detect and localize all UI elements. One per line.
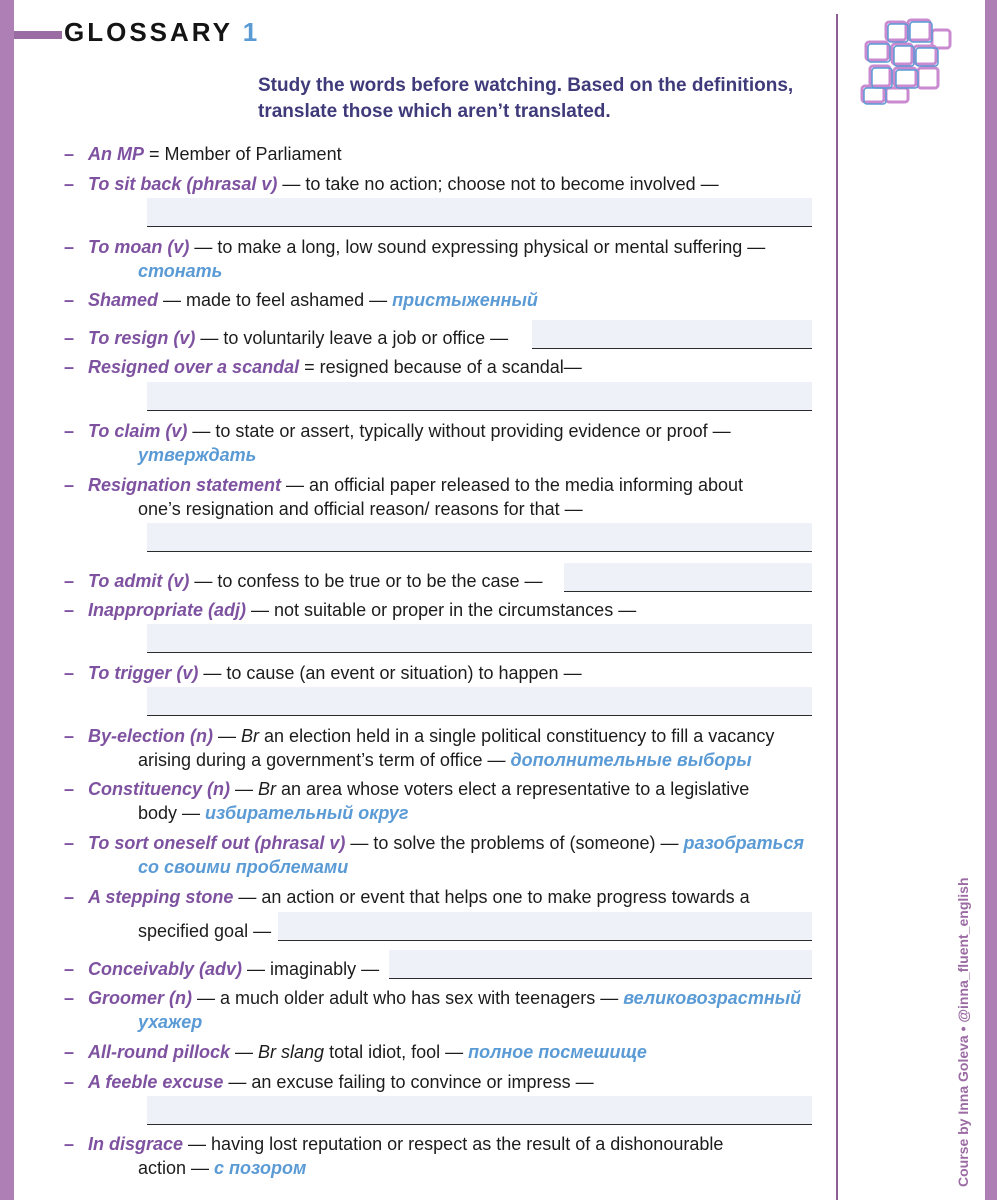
- answer-field-resign[interactable]: [532, 320, 812, 349]
- entry-term: Shamed: [88, 290, 159, 310]
- bullet-dash: –: [64, 144, 75, 164]
- bullet-dash: –: [64, 887, 75, 907]
- entry-definition: — to solve the problems of (someone) —: [345, 833, 684, 853]
- answer-field-inappropriate[interactable]: [147, 624, 812, 653]
- entry-term: To resign (v): [88, 328, 196, 348]
- entry-definition: — to make a long, low sound expressing physical or mental suffering —: [189, 237, 766, 257]
- entry-definition: — an official paper released to the media informing about: [281, 475, 743, 495]
- entry-term: By-election (n): [88, 726, 214, 746]
- answer-field-stepping-stone[interactable]: [278, 912, 812, 941]
- entry-translation: разобраться: [683, 833, 804, 853]
- title-text: GLOSSARY: [64, 17, 233, 47]
- entry-term: To sit back (phrasal v): [88, 174, 278, 194]
- entry-translation: великовозрастный: [623, 988, 802, 1008]
- instruction-text: Study the words before watching. Based on the definitions, translate those which aren’t translated.: [258, 75, 794, 122]
- entry-definition: — to confess to be true or to be the case —: [189, 571, 543, 591]
- entry-definition-continued: arising during a government’s term of office —: [138, 750, 511, 770]
- entry-register-label: Br: [241, 726, 260, 746]
- entry-term: To claim (v): [88, 421, 188, 441]
- entry-term: Resigned over a scandal: [88, 357, 300, 377]
- entry-term: An MP: [88, 144, 144, 164]
- entry-term: To sort oneself out (phrasal v): [88, 833, 346, 853]
- entry-definition: — to state or assert, typically without providing evidence or proof —: [187, 421, 731, 441]
- entry-definition: — a much older adult who has sex with teenagers —: [192, 988, 624, 1008]
- entry-term: In disgrace: [88, 1134, 184, 1154]
- puzzle-icon: [856, 16, 956, 106]
- entry-term: Conceivably (adv): [88, 959, 243, 979]
- entry-register-label: Br slang: [258, 1042, 325, 1062]
- bullet-dash: –: [64, 1134, 75, 1154]
- right-margin-panel: [836, 0, 997, 1200]
- title-number: 1: [242, 17, 261, 47]
- entry-definition: total idiot, fool —: [324, 1042, 469, 1062]
- entry-term: To trigger (v): [88, 663, 199, 683]
- entry-translation: избирательный округ: [205, 803, 409, 823]
- entry-definition: — having lost reputation or respect as the result of a dishonourable: [183, 1134, 724, 1154]
- answer-field-resigned-over-scandal[interactable]: [147, 382, 812, 411]
- author-credit: Course by Inna Goleva • @inna_fluent_english: [955, 877, 971, 1187]
- entry-definition: an area whose voters elect a representative to a legislative: [276, 779, 750, 799]
- bullet-dash: –: [64, 726, 75, 746]
- bullet-dash: –: [64, 663, 75, 683]
- entry-term: A stepping stone: [88, 887, 234, 907]
- entry-dash-separator: —: [213, 726, 242, 746]
- entry-definition: — imaginably —: [242, 959, 380, 979]
- entry-translation-continued: со своими проблемами: [138, 857, 349, 877]
- entry-definition: — to cause (an event or situation) to happen —: [198, 663, 582, 683]
- entry-term: All-round pillock: [88, 1042, 230, 1062]
- entry-dash-separator: —: [230, 779, 259, 799]
- entry-definition: — made to feel ashamed —: [158, 290, 393, 310]
- entry-definition: = Member of Parliament: [144, 144, 342, 164]
- entry-term: Constituency (n): [88, 779, 230, 799]
- entry-definition: — not suitable or proper in the circumstances —: [246, 600, 637, 620]
- bullet-dash: –: [64, 571, 75, 591]
- entry-term: Resignation statement: [88, 475, 282, 495]
- bullet-dash: –: [64, 600, 75, 620]
- right-accent-bar: [985, 0, 997, 1200]
- entry-translation: с позором: [214, 1158, 307, 1178]
- entry-definition-continued: action —: [138, 1158, 215, 1178]
- bullet-dash: –: [64, 1072, 75, 1092]
- entry-register-label: Br: [258, 779, 277, 799]
- title-accent-bar: [14, 31, 62, 39]
- entry-dash-separator: —: [230, 1042, 259, 1062]
- answer-field-sit-back[interactable]: [147, 198, 812, 227]
- bullet-dash: –: [64, 357, 75, 377]
- answer-field-resignation-statement[interactable]: [147, 523, 812, 552]
- entry-translation: пристыженный: [392, 290, 538, 310]
- bullet-dash: –: [64, 779, 75, 799]
- answer-field-feeble-excuse[interactable]: [147, 1096, 812, 1125]
- answer-field-admit[interactable]: [564, 563, 812, 592]
- entry-translation-continued: ухажер: [138, 1012, 203, 1032]
- bullet-dash: –: [64, 1042, 75, 1062]
- bullet-dash: –: [64, 475, 75, 495]
- bullet-dash: –: [64, 290, 75, 310]
- entry-definition: — to voluntarily leave a job or office —: [195, 328, 509, 348]
- bullet-dash: –: [64, 328, 75, 348]
- entry-definition-continued: body —: [138, 803, 206, 823]
- bullet-dash: –: [64, 237, 75, 257]
- bullet-dash: –: [64, 174, 75, 194]
- entry-translation: полное посмешище: [468, 1042, 647, 1062]
- left-accent-bar: [0, 0, 14, 1200]
- entry-definition: = resigned because of a scandal—: [299, 357, 582, 377]
- entry-term: To moan (v): [88, 237, 190, 257]
- entry-term: Groomer (n): [88, 988, 193, 1008]
- bullet-dash: –: [64, 421, 75, 441]
- entry-term: Inappropriate (adj): [88, 600, 247, 620]
- entry-definition: — an excuse failing to convince or impress —: [223, 1072, 594, 1092]
- entry-definition-continued: specified goal —: [138, 921, 272, 941]
- bullet-dash: –: [64, 959, 75, 979]
- bullet-dash: –: [64, 833, 75, 853]
- answer-field-conceivably[interactable]: [389, 950, 812, 979]
- entry-translation: стонать: [138, 261, 223, 281]
- entry-term: To admit (v): [88, 571, 190, 591]
- entry-definition-continued: one’s resignation and official reason/ reasons for that —: [138, 499, 583, 519]
- entry-definition: an election held in a single political constituency to fill a vacancy: [259, 726, 775, 746]
- entry-definition: — an action or event that helps one to make progress towards a: [233, 887, 750, 907]
- page-title: [64, 17, 260, 48]
- entry-term: A feeble excuse: [88, 1072, 224, 1092]
- right-divider-line: [836, 14, 838, 1200]
- entry-translation: утверждать: [138, 445, 257, 465]
- bullet-dash: –: [64, 988, 75, 1008]
- answer-field-trigger[interactable]: [147, 687, 812, 716]
- entry-definition: — to take no action; choose not to become involved —: [277, 174, 719, 194]
- entry-translation: дополнительные выборы: [510, 750, 752, 770]
